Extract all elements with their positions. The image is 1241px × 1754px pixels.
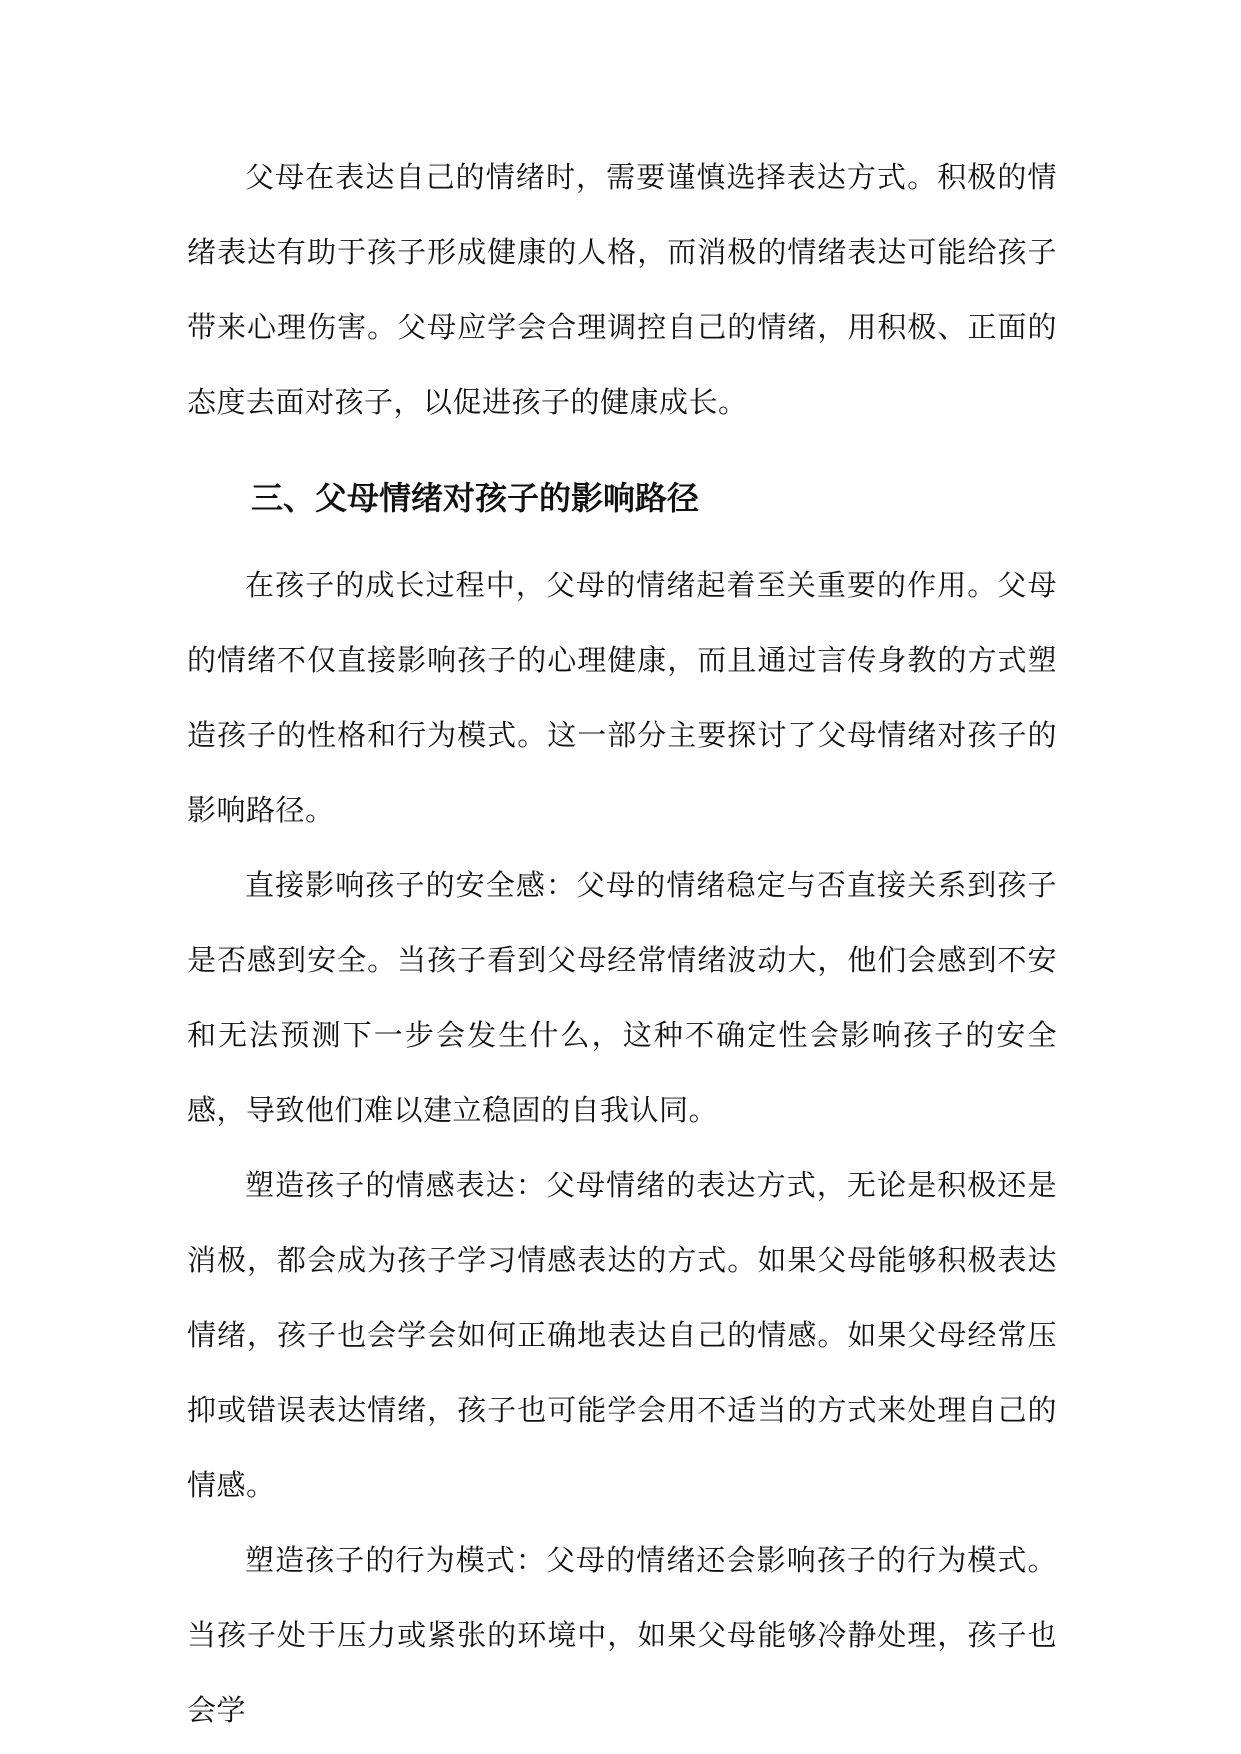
document-page (187, 140, 1057, 1748)
paragraph-emotional-expression: 塑造孩子的情感表达：父母情绪的表达方式，无论是积极还是消极，都会成为孩子学习情感表达的方式。如果父母能够积极表达情绪，孩子也会学会如何正确地表达自己的情感。如果父母经常压抑或错误表达情绪，孩子也可能学会用不适当的方式来处理自己的情感。 (187, 1168, 1057, 1502)
paragraph-security: 直接影响孩子的安全感：父母的情绪稳定与否直接关系到孩子是否感到安全。当孩子看到父母经常情绪波动大，他们会感到不安和无法预测下一步会发生什么，这种不确定性会影响孩子的安全感，导致他们难以建立稳固的自我认同。 (187, 868, 1057, 1127)
paragraph-emotion-expression: 父母在表达自己的情绪时，需要谨慎选择表达方式。积极的情绪表达有助于孩子形成健康的人格，而消极的情绪表达可能给孩子带来心理伤害。父母应学会合理调控自己的情绪，用积极、正面的态度去面对孩子，以促进孩子的健康成长。 (187, 160, 1057, 419)
paragraph-behavior-patterns: 塑造孩子的行为模式：父母的情绪还会影响孩子的行为模式。当孩子处于压力或紧张的环境中，如果父母能够冷静处理，孩子也会学 (187, 1543, 1057, 1727)
paragraph-intro: 在孩子的成长过程中，父母的情绪起着至关重要的作用。父母的情绪不仅直接影响孩子的心理健康，而且通过言传身教的方式塑造孩子的性格和行为模式。这一部分主要探讨了父母情绪对孩子的影响路径。 (187, 568, 1057, 827)
section-heading: 三、父母情绪对孩子的影响路径 (251, 479, 700, 517)
